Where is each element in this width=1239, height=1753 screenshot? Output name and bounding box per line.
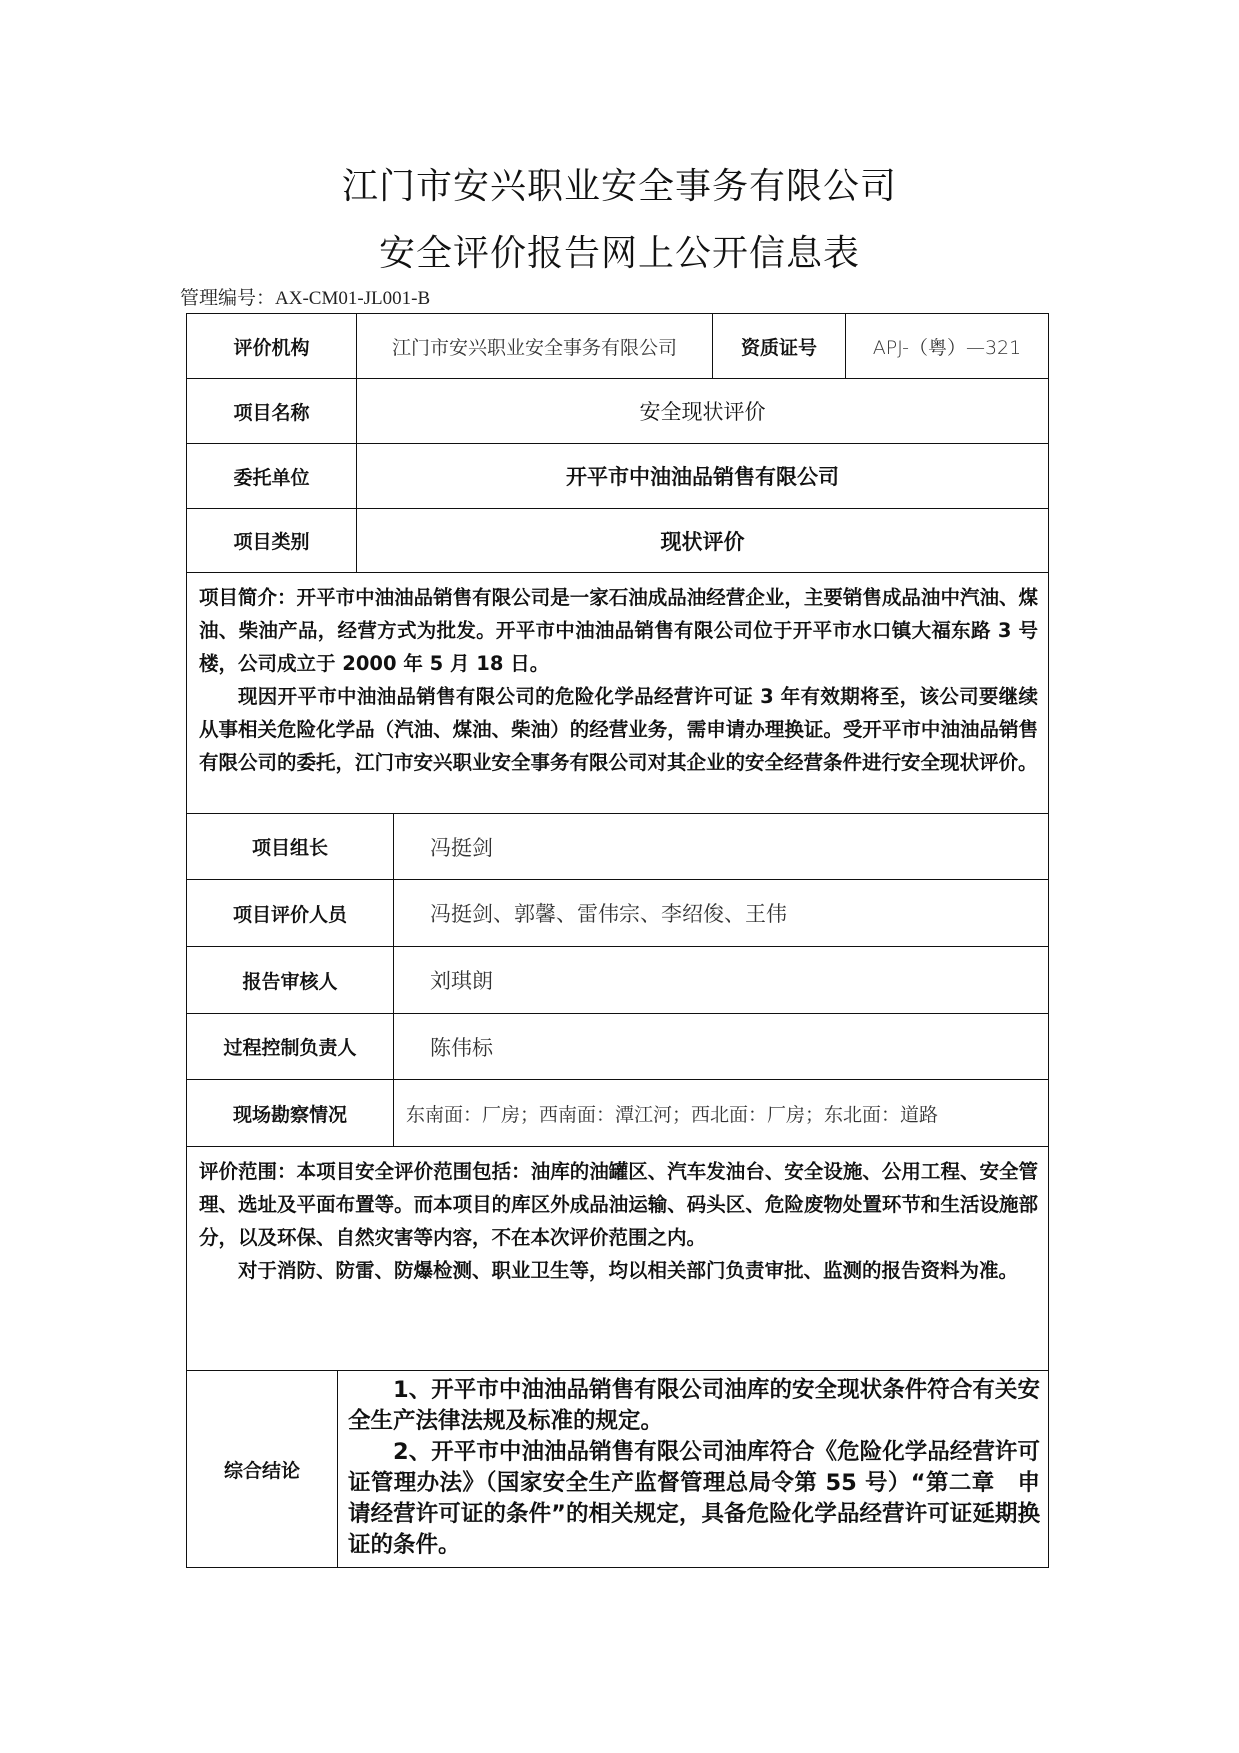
row-scope xyxy=(187,1147,1048,1371)
row-conclusion xyxy=(187,1371,1048,1567)
value-category: 现状评价 xyxy=(660,529,745,554)
row-category xyxy=(187,509,1048,573)
label-cert-number: 资质证号 xyxy=(713,314,846,378)
scope-cell xyxy=(187,1147,1048,1370)
intro-paragraph-2: 现因开平市中油油品销售有限公司的危险化学品经营许可证 3 年有效期将至，该公司要继续从事相关危险化学品（汽油、煤油、柴油）的经营业务，需申请办理换证。受开平市中油油品销售有限公司的委托，江门市安兴职业安全事务有限公司对其企业的安全经营条件进行安全现状评价。 xyxy=(199,685,1038,774)
row-intro xyxy=(187,573,1048,814)
value-cert-number: APJ-（粤）—321 xyxy=(872,336,1022,359)
conclusion-cell xyxy=(338,1371,1048,1567)
row-project-name xyxy=(187,379,1048,444)
document-title: 江门市安兴职业安全事务有限公司 xyxy=(341,166,897,207)
value-site-survey: 东南面：厂房；西南面：潭江河；西北面：厂房；东北面：道路 xyxy=(406,1103,939,1126)
value-reviewer: 刘琪朗 xyxy=(430,969,493,993)
intro-paragraph-1: 项目简介：开平市中油油品销售有限公司是一家石油成品油经营企业，主要销售成品油中汽油、煤油、柴油产品，经营方式为批发。开平市中油油品销售有限公司位于开平市水口镇大福东路 3 号楼，公司成立于 2000 年 5 月 18 日。 xyxy=(199,586,1038,675)
label-process-controller: 过程控制负责人 xyxy=(187,1014,394,1079)
row-client xyxy=(187,444,1048,509)
value-evaluation-org: 江门市安兴职业安全事务有限公司 xyxy=(357,314,713,378)
value-client: 开平市中油油品销售有限公司 xyxy=(566,465,839,489)
value-evaluators: 冯挺剑、郭馨、雷伟宗、李绍俊、王伟 xyxy=(430,902,787,926)
conclusion-item-2: 2、开平市中油油品销售有限公司油库符合《危险化学品经营许可证管理办法》（国家安全生产监督管理总局令第 55 号）“第二章 申请经营许可证的条件”的相关规定，具备危险化学品经营许可证延期换证的条件。 xyxy=(348,1439,1040,1558)
value-project-name: 安全现状评价 xyxy=(639,400,766,424)
label-reviewer: 报告审核人 xyxy=(187,947,394,1013)
label-evaluation-org: 评价机构 xyxy=(187,314,357,378)
value-team-leader: 冯挺剑 xyxy=(430,835,493,860)
row-personnel-3 xyxy=(187,1014,1048,1080)
label-project-name: 项目名称 xyxy=(187,379,357,443)
row-personnel-1 xyxy=(187,880,1048,947)
label-evaluators: 项目评价人员 xyxy=(187,880,394,946)
label-team-leader: 项目组长 xyxy=(187,814,394,879)
value-process-controller: 陈伟标 xyxy=(430,1035,493,1060)
info-table-basic xyxy=(186,313,1049,1568)
label-category: 项目类别 xyxy=(187,509,357,572)
row-personnel-0 xyxy=(187,814,1048,880)
document-subtitle: 安全评价报告网上公开信息表 xyxy=(378,233,860,274)
label-site-survey: 现场勘察情况 xyxy=(187,1080,394,1146)
conclusion-item-1: 1、开平市中油油品销售有限公司油库的安全现状条件符合有关安全生产法律法规及标准的规定。 xyxy=(348,1377,1040,1434)
label-client: 委托单位 xyxy=(187,444,357,508)
row-evaluation-org xyxy=(187,314,1048,379)
label-conclusion: 综合结论 xyxy=(187,1371,338,1567)
row-personnel-2 xyxy=(187,947,1048,1014)
scope-paragraph-2: 对于消防、防雷、防爆检测、职业卫生等，均以相关部门负责审批、监测的报告资料为准。 xyxy=(238,1259,1019,1282)
scope-paragraph-1: 评价范围：本项目安全评价范围包括：油库的油罐区、汽车发油台、安全设施、公用工程、安全管理、选址及平面布置等。而本项目的库区外成品油运输、码头区、危险废物处置环节和生活设施部分，以及环保、自然灾害等内容，不在本次评价范围之内。 xyxy=(199,1160,1038,1249)
intro-cell xyxy=(187,573,1048,813)
management-number: 管理编号：AX-CM01-JL001-B xyxy=(180,288,431,309)
row-personnel-4 xyxy=(187,1080,1048,1147)
